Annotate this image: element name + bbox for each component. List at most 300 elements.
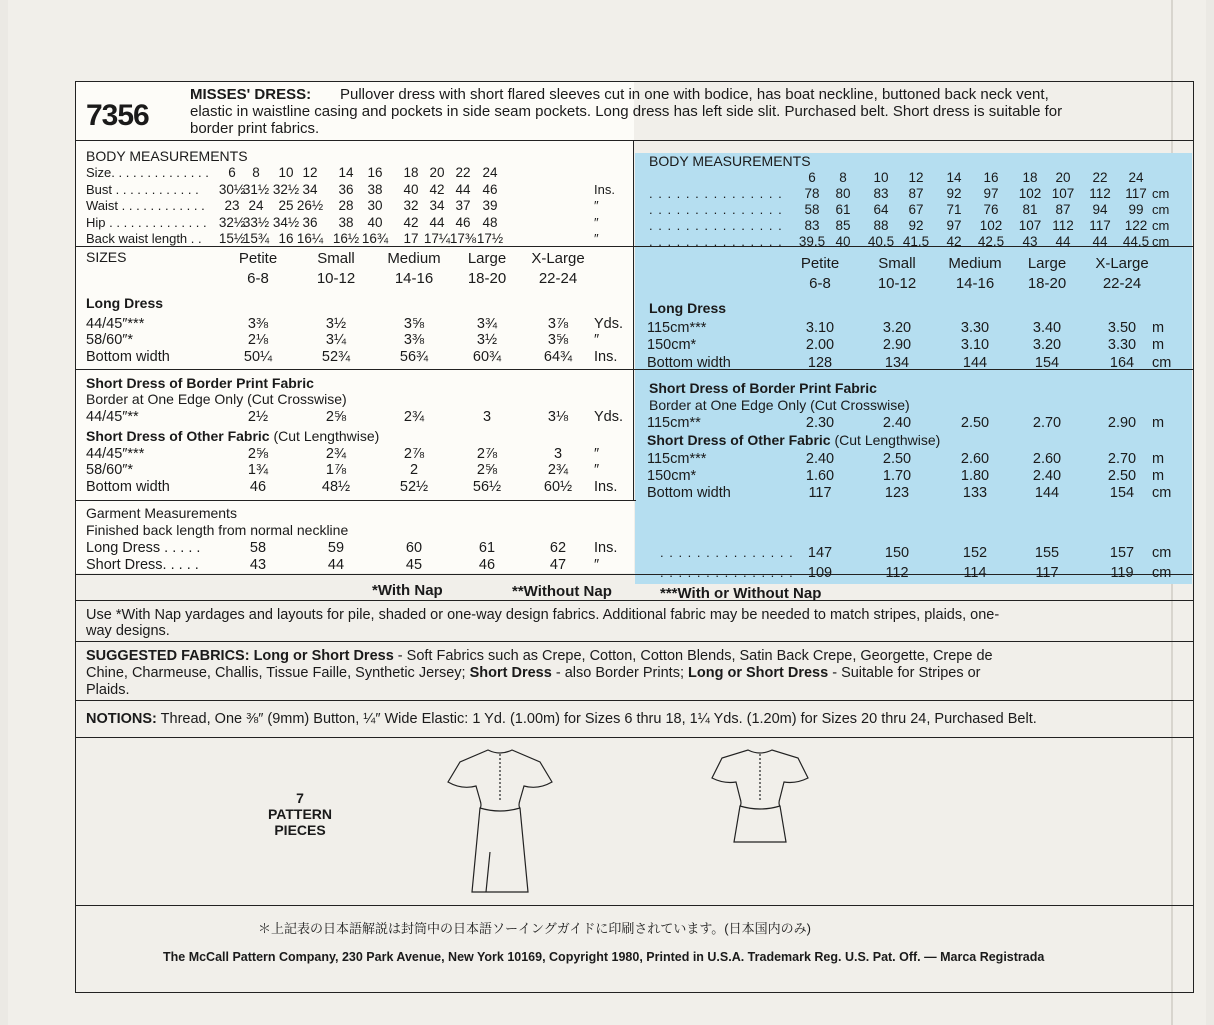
size-name-metric: Small	[878, 255, 916, 272]
bm-cell: 17¼	[423, 231, 451, 246]
metric-cell: 3.30	[1107, 337, 1137, 353]
metric-cell: 2.40	[805, 451, 835, 467]
metric-cell: 1.70	[882, 468, 912, 484]
yardage-cell: 59	[327, 540, 345, 556]
yardage-cell: 60	[405, 540, 423, 556]
bm-metric-cell: 44.5	[1122, 234, 1150, 249]
description-line-3: border print fabrics.	[190, 120, 320, 137]
body-measurements-heading: BODY MEASUREMENTS	[86, 148, 248, 164]
yardage-cell: 2⅝	[247, 446, 269, 462]
metric-cell: 2.50	[882, 451, 912, 467]
bm-cell: 15¾	[242, 231, 270, 246]
bm-cell: 32½	[272, 181, 300, 197]
yardage-cell: 48½	[321, 479, 351, 495]
bm-metric-cell: 99	[1128, 202, 1144, 217]
description-line-2: elastic in waistline casing and pockets in side seam pockets. Long dress has left side slit. Purchased belt. Short dress is suitable for	[190, 103, 1063, 120]
bm-metric-unit: cm	[1152, 234, 1170, 249]
fabric-category-long-or-short-2: Long or Short Dress	[688, 665, 829, 681]
metric-cell: 2.40	[882, 415, 912, 431]
metric-cell: 1.60	[805, 468, 835, 484]
metric-cell: 3.20	[1032, 337, 1062, 353]
bm-cell: 15½	[218, 231, 246, 246]
bm-cell: 16½	[332, 231, 360, 246]
bm-cell: 34½	[272, 214, 300, 230]
garment-measurements-sub: Finished back length from normal neckline	[86, 522, 349, 538]
fabric-list-text-3: - also Border Prints;	[551, 665, 688, 681]
long-dress-illustration	[440, 742, 560, 902]
bm-metric-cell: 41.5	[902, 234, 930, 249]
metric-cell: 164	[1109, 355, 1135, 371]
bm-cell: 31½	[242, 181, 270, 197]
bm-metric-cell: 16	[983, 170, 999, 185]
bm-cell: 40	[367, 214, 383, 230]
yardage-unit: Ins.	[594, 540, 618, 556]
bm-metric-unit: cm	[1152, 186, 1170, 201]
bm-cell: 39	[482, 198, 498, 213]
bm-cell: 17⅜	[449, 231, 477, 246]
bm-cell: 38	[367, 181, 383, 197]
yardage-cell: 52½	[399, 479, 429, 495]
metric-cell: 150	[884, 545, 910, 561]
notions-line	[86, 711, 1037, 727]
bm-cell: 40	[403, 181, 419, 197]
metric-unit: m	[1152, 320, 1165, 336]
bm-cell: 30	[367, 198, 383, 213]
yardage-unit: ″	[594, 462, 600, 478]
bm-row-label: Back waist length . .	[86, 231, 202, 246]
border-print-heading-metric: Short Dress of Border Print Fabric	[649, 380, 877, 396]
fabric-category-long-or-short: Long or Short Dress	[253, 648, 394, 664]
metric-cell: 2.70	[1032, 415, 1062, 431]
yardage-unit: Yds.	[594, 409, 624, 425]
yardage-cell: 2⅝	[476, 462, 498, 478]
metric-cell: 1.80	[960, 468, 990, 484]
bm-cell: 37	[455, 198, 471, 213]
border-print-heading: Short Dress of Border Print Fabric	[86, 375, 314, 391]
yardage-cell: 2⅝	[325, 409, 347, 425]
bm-metric-cell: 97	[983, 186, 999, 201]
bm-row-label: Size. . . . . . . . . . . . . .	[86, 165, 209, 180]
metric-cell: 2.30	[805, 415, 835, 431]
metric-unit: m	[1152, 415, 1165, 431]
size-name-metric: Large	[1027, 255, 1067, 272]
yardage-row-label: 58/60″*	[86, 462, 134, 478]
bm-metric-cell: 18	[1022, 170, 1038, 185]
long-dress-heading-metric: Long Dress	[649, 300, 727, 316]
bm-metric-cell: 44	[1055, 234, 1071, 249]
bm-metric-cell: 64	[873, 202, 889, 217]
size-name-metric: Medium	[948, 255, 1002, 272]
bm-metric-cell: 81	[1022, 202, 1038, 217]
body-measurements-heading-metric: BODY MEASUREMENTS	[649, 153, 811, 169]
other-fabric-note-metric: (Cut Lengthwise)	[834, 432, 941, 448]
metric-unit: cm	[1152, 545, 1172, 561]
bm-unit: ″	[594, 231, 599, 246]
bm-metric-cell: 87	[1055, 202, 1071, 217]
bm-metric-cell: 71	[946, 202, 962, 217]
metric-unit: cm	[1152, 565, 1172, 581]
suggested-fabrics-line-2	[86, 665, 981, 681]
bm-metric-unit: cm	[1152, 218, 1170, 233]
yardage-cell: 3⅜	[247, 316, 269, 332]
legend-without-nap: **Without Nap	[512, 583, 612, 600]
bm-metric-cell: 44	[1092, 234, 1108, 249]
metric-cell: 2.00	[805, 337, 835, 353]
bm-metric-cell: 92	[946, 186, 962, 201]
bm-row-label: Hip . . . . . . . . . . . . . .	[86, 214, 207, 230]
bm-unit: ″	[594, 198, 599, 213]
metric-cell: 123	[884, 485, 910, 501]
bm-metric-cell: 117	[1089, 218, 1111, 233]
bm-cell: 22	[455, 165, 471, 180]
bm-cell: 25	[278, 198, 294, 213]
sizes-heading: SIZES	[86, 249, 127, 265]
size-range-metric: 14-16	[955, 275, 995, 292]
size-range: 10-12	[316, 270, 356, 287]
bm-cell: 34	[429, 198, 445, 213]
pattern-title: MISSES' DRESS:	[190, 86, 312, 103]
bm-metric-cell: 14	[946, 170, 962, 185]
metric-unit: cm	[1152, 355, 1172, 371]
bm-row-label: Waist . . . . . . . . . . . .	[86, 198, 205, 213]
size-name: X-Large	[531, 250, 585, 267]
long-dress-heading: Long Dress	[86, 295, 164, 311]
bm-cell: 48	[482, 214, 498, 230]
bm-cell: 33½	[242, 214, 270, 230]
bm-unit: Ins.	[594, 181, 615, 197]
size-range: 14-16	[394, 270, 434, 287]
yardage-cell: 62	[549, 540, 567, 556]
bm-cell: 46	[455, 214, 471, 230]
rule-under-short-dress	[76, 500, 636, 501]
bm-cell: 12	[302, 165, 318, 180]
size-name-metric: X-Large	[1095, 255, 1149, 272]
bm-cell: 20	[429, 165, 445, 180]
bm-unit: ″	[594, 214, 599, 230]
nap-note-line-1: Use *With Nap yardages and layouts for pile, shaded or one-way design fabrics. Additional fabric may be needed to match stripes, plaids, one-	[86, 607, 1000, 623]
yardage-cell: 58	[249, 540, 267, 556]
yardage-cell: 2½	[247, 409, 269, 425]
bm-metric-cell: 112	[1052, 218, 1074, 233]
metric-unit: m	[1152, 337, 1165, 353]
metric-row-dots: . . . . . . . . . . . . . . .	[660, 545, 794, 560]
yardage-cell: 2⅛	[247, 332, 269, 348]
yardage-cell: 56½	[472, 479, 502, 495]
nap-note-line-2: way designs.	[86, 623, 170, 639]
metric-cell: 3.10	[960, 337, 990, 353]
bm-cell: 16¼	[296, 231, 324, 246]
size-range-metric: 6-8	[809, 275, 831, 292]
yardage-row-label: 44/45″***	[86, 446, 145, 462]
metric-row-label: 115cm***	[647, 320, 707, 336]
yardage-cell: 3½	[476, 332, 498, 348]
japanese-note: ＊上記表の日本語解説は封筒中の日本語ソーイングガイドに印刷されています。(日本国内のみ)	[258, 921, 811, 936]
yardage-cell: 2⅞	[476, 446, 498, 462]
size-name: Medium	[387, 250, 441, 267]
bm-metric-cell: 67	[908, 202, 924, 217]
yardage-row-label: 44/45″***	[86, 316, 145, 332]
bm-cell: 10	[278, 165, 294, 180]
bm-metric-dots: . . . . . . . . . . . . . . .	[649, 218, 783, 233]
metric-cell: 128	[807, 355, 833, 371]
bm-metric-dots: . . . . . . . . . . . . . . .	[649, 234, 783, 249]
bm-metric-cell: 61	[835, 202, 851, 217]
metric-cell: 2.60	[1032, 451, 1062, 467]
metric-cell: 3.10	[805, 320, 835, 336]
suggested-fabrics-line-3: Plaids.	[86, 682, 130, 698]
yardage-cell: 46	[249, 479, 267, 495]
size-range: 6-8	[247, 270, 269, 287]
bm-cell: 32	[403, 198, 419, 213]
yardage-cell: 64¾	[543, 349, 573, 365]
yardage-unit: Yds.	[594, 316, 624, 332]
metric-cell: 144	[962, 355, 988, 371]
metric-cell: 155	[1034, 545, 1060, 561]
size-name-metric: Petite	[800, 255, 840, 272]
metric-cell: 2.70	[1107, 451, 1137, 467]
pattern-pieces-label-1: PATTERN	[268, 806, 333, 822]
bm-cell: 24	[482, 165, 498, 180]
bm-metric-cell: 24	[1128, 170, 1144, 185]
bm-metric-cell: 76	[983, 202, 999, 217]
metric-cell: 2.90	[1107, 415, 1137, 431]
bm-cell: 26½	[296, 198, 324, 213]
metric-row-label: Bottom width	[647, 355, 731, 371]
legend-with-nap: *With Nap	[372, 582, 443, 599]
metric-row-label: Bottom width	[647, 485, 731, 501]
metric-row-label: 150cm*	[647, 468, 697, 484]
bm-cell: 44	[429, 214, 445, 230]
other-fabric-note: (Cut Lengthwise)	[273, 428, 380, 444]
bm-cell: 34	[302, 181, 318, 197]
yardage-cell: 3⅛	[547, 409, 569, 425]
yardage-cell: 3⅝	[547, 332, 569, 348]
metric-cell: 3.40	[1032, 320, 1062, 336]
bm-cell: 23	[224, 198, 240, 213]
bm-metric-cell: 80	[835, 186, 851, 201]
yardage-cell: 3⅝	[403, 316, 425, 332]
fabric-list-text-2: Chine, Charmeuse, Challis, Tissue Faille, Synthetic Jersey;	[86, 665, 470, 681]
bm-metric-cell: 117	[1125, 186, 1147, 201]
bm-metric-cell: 58	[804, 202, 820, 217]
bm-metric-dots: . . . . . . . . . . . . . . .	[649, 202, 783, 217]
notions-label: NOTIONS:	[86, 711, 157, 727]
bm-metric-cell: 94	[1092, 202, 1108, 217]
suggested-fabrics-line-1	[86, 648, 993, 664]
bm-metric-cell: 42	[946, 234, 962, 249]
notions-text: Thread, One ⅜″ (9mm) Button, ¼″ Wide Elastic: 1 Yd. (1.00m) for Sizes 6 thru 18, 1¼ Yds. (1.20m) for Sizes 20 thru 24, Purchased Belt.	[160, 711, 1037, 727]
yardage-cell: 2¾	[403, 409, 425, 425]
yardage-cell: 3½	[325, 316, 347, 332]
border-print-sub-metric: Border at One Edge Only (Cut Crosswise)	[649, 397, 910, 413]
bm-cell: 18	[403, 165, 419, 180]
yardage-cell: 46	[478, 557, 496, 573]
yardage-cell: 52¾	[321, 349, 351, 365]
bm-cell: 36	[302, 214, 318, 230]
bm-cell: 16	[278, 231, 294, 246]
metric-cell: 2.50	[1107, 468, 1137, 484]
bm-metric-cell: 107	[1051, 186, 1075, 201]
metric-cell: 147	[807, 545, 833, 561]
pattern-number: 7356	[86, 99, 149, 132]
short-dress-illustration	[700, 742, 820, 852]
yardage-cell: 1¾	[247, 462, 269, 478]
bm-metric-cell: 97	[946, 218, 962, 233]
metric-cell: 117	[1035, 565, 1059, 581]
pattern-pieces-number: 7	[296, 790, 304, 806]
yardage-cell: 2¾	[325, 446, 347, 462]
bm-metric-cell: 87	[908, 186, 924, 201]
bm-metric-cell: 78	[804, 186, 820, 201]
yardage-row-label: 58/60″*	[86, 332, 134, 348]
bm-metric-cell: 112	[1089, 186, 1111, 201]
yardage-row-label: Bottom width	[86, 349, 170, 365]
yardage-cell: 3	[482, 409, 492, 425]
metric-unit: m	[1152, 451, 1165, 467]
yardage-row-label: Short Dress. . . . .	[86, 557, 199, 573]
bm-metric-cell: 42.5	[977, 234, 1005, 249]
bm-cell: 32½	[218, 214, 246, 230]
metric-row-label: 115cm**	[647, 415, 701, 431]
bm-cell: 44	[455, 181, 471, 197]
bm-cell: 17½	[476, 231, 504, 246]
yardage-unit: ″	[594, 332, 600, 348]
size-range-metric: 22-24	[1102, 275, 1142, 292]
yardage-cell: 47	[549, 557, 567, 573]
size-range: 22-24	[538, 270, 578, 287]
yardage-cell: 2⅞	[403, 446, 425, 462]
suggested-fabrics-label: SUGGESTED FABRICS:	[86, 648, 250, 664]
bm-metric-cell: 102	[979, 218, 1003, 233]
other-fabric-heading: Short Dress of Other Fabric	[86, 428, 270, 444]
yardage-unit: Ins.	[594, 349, 618, 365]
bm-metric-cell: 22	[1092, 170, 1108, 185]
bm-metric-cell: 92	[908, 218, 924, 233]
bm-metric-cell: 85	[835, 218, 851, 233]
metric-unit: m	[1152, 468, 1165, 484]
garment-measurements-heading: Garment Measurements	[86, 505, 237, 521]
metric-cell: 154	[1109, 485, 1135, 501]
metric-cell: 3.30	[960, 320, 990, 336]
metric-cell: 112	[885, 565, 909, 581]
description-line-1: Pullover dress with short flared sleeves cut in one with bodice, has boat neckline, buttoned back neck vent,	[340, 86, 1049, 103]
metric-cell: 3.20	[882, 320, 912, 336]
bm-metric-cell: 6	[808, 170, 816, 185]
bm-metric-cell: 12	[908, 170, 924, 185]
bm-cell: 38	[338, 214, 354, 230]
fabric-list-text: - Soft Fabrics such as Crepe, Cotton, Cotton Blends, Satin Back Crepe, Georgette, Crepe de	[393, 648, 993, 664]
legend-with-or-without-nap: ***With or Without Nap	[660, 585, 822, 602]
bm-metric-dots: . . . . . . . . . . . . . . .	[649, 186, 783, 201]
bm-cell: 8	[252, 165, 260, 180]
bm-metric-cell: 122	[1124, 218, 1148, 233]
yardage-row-label: Bottom width	[86, 479, 170, 495]
yardage-row-label: Long Dress . . . . .	[86, 540, 201, 556]
yardage-cell: 3⅜	[403, 332, 425, 348]
yardage-unit: ″	[594, 557, 600, 573]
metric-cell: 133	[962, 485, 988, 501]
yardage-cell: 60¾	[472, 349, 502, 365]
yardage-cell: 3⅞	[547, 316, 569, 332]
yardage-row-label: 44/45″**	[86, 409, 139, 425]
fabric-category-short: Short Dress	[469, 665, 552, 681]
bm-cell: 14	[338, 165, 354, 180]
yardage-cell: 1⅞	[325, 462, 347, 478]
metric-row-dots: . . . . . . . . . . . . . . .	[660, 565, 794, 580]
border-print-sub: Border at One Edge Only (Cut Crosswise)	[86, 391, 347, 407]
yardage-unit: ″	[594, 446, 600, 462]
metric-cell: 109	[807, 565, 833, 581]
bm-metric-cell: 10	[873, 170, 889, 185]
fabric-list-text-4: - Suitable for Stripes or	[828, 665, 981, 681]
pattern-pieces-label-2: PIECES	[274, 822, 326, 838]
metric-cell: 117	[808, 485, 832, 501]
bm-metric-cell: 107	[1018, 218, 1042, 233]
bm-cell: 16¾	[361, 231, 389, 246]
bm-metric-cell: 83	[804, 218, 820, 233]
bm-metric-cell: 39.5	[798, 234, 826, 249]
yardage-cell: 60½	[543, 479, 573, 495]
bm-cell: 42	[429, 181, 445, 197]
yardage-cell: 2	[409, 462, 419, 478]
size-name: Petite	[238, 250, 278, 267]
yardage-cell: 61	[478, 540, 496, 556]
yardage-cell: 50¼	[243, 349, 273, 365]
yardage-cell: 3¾	[476, 316, 498, 332]
pattern-pieces-count	[268, 790, 332, 838]
bm-metric-cell: 83	[873, 186, 889, 201]
size-name: Large	[467, 250, 507, 267]
metric-cell: 114	[963, 565, 987, 581]
metric-row-label: 150cm*	[647, 337, 697, 353]
metric-cell: 2.50	[960, 415, 990, 431]
metric-cell: 2.60	[960, 451, 990, 467]
metric-cell: 3.50	[1107, 320, 1137, 336]
metric-cell: 119	[1110, 565, 1134, 581]
size-range-metric: 18-20	[1027, 275, 1067, 292]
size-range: 18-20	[467, 270, 507, 287]
bm-metric-unit: cm	[1152, 202, 1170, 217]
yardage-cell: 45	[405, 557, 423, 573]
yardage-cell: 43	[249, 557, 267, 573]
bm-metric-cell: 8	[839, 170, 847, 185]
bm-cell: 46	[482, 181, 498, 197]
metric-row-label: 115cm***	[647, 451, 707, 467]
bm-metric-cell: 40.5	[867, 234, 895, 249]
bm-row-label: Bust . . . . . . . . . . . .	[86, 181, 199, 197]
size-range-metric: 10-12	[877, 275, 917, 292]
other-fabric-heading-metric: Short Dress of Other Fabric	[647, 432, 831, 448]
metric-cell: 2.40	[1032, 468, 1062, 484]
bm-cell: 17	[403, 231, 419, 246]
bm-cell: 36	[338, 181, 354, 197]
bm-metric-cell: 102	[1018, 186, 1042, 201]
yardage-cell: 44	[327, 557, 345, 573]
bm-cell: 42	[403, 214, 419, 230]
bm-metric-cell: 88	[873, 218, 889, 233]
bm-cell: 30½	[218, 181, 246, 197]
bm-metric-cell: 40	[835, 234, 851, 249]
metric-cell: 157	[1109, 545, 1135, 561]
bm-metric-cell: 20	[1055, 170, 1071, 185]
yardage-cell: 3	[553, 446, 563, 462]
imperial-metric-divider	[633, 140, 634, 500]
metric-unit: cm	[1152, 485, 1172, 501]
bm-cell: 16	[367, 165, 383, 180]
bm-cell: 28	[338, 198, 354, 213]
metric-cell: 144	[1034, 485, 1060, 501]
publisher-footer: The McCall Pattern Company, 230 Park Avenue, New York 10169, Copyright 1980, Printed in U.S.A. Trademark Reg. U.S. Pat. Off. — Marca Registrada	[163, 950, 1045, 964]
